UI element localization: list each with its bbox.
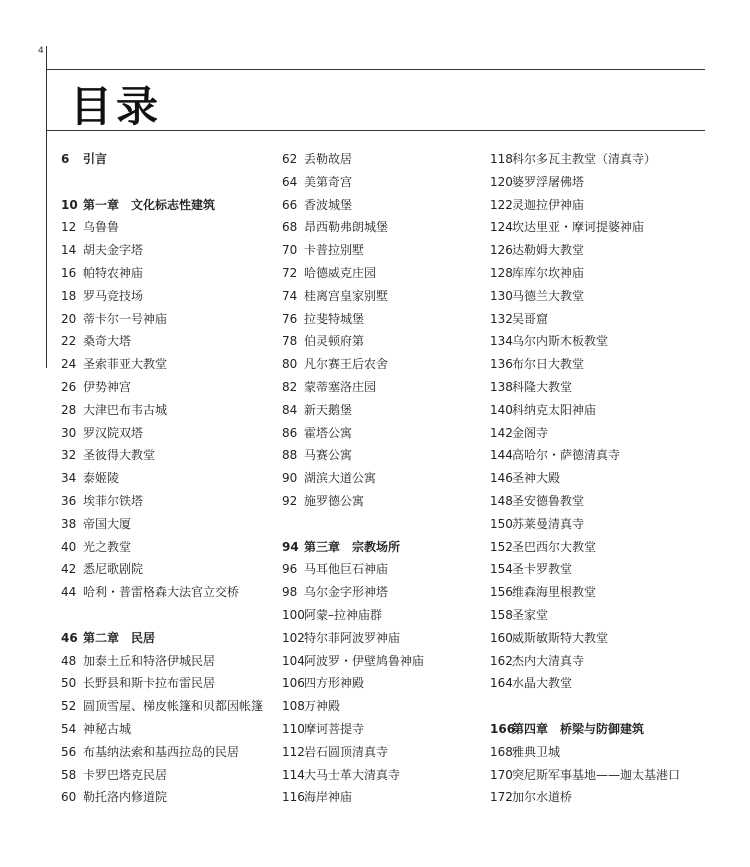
- toc-entry: [61, 581, 263, 604]
- toc-entry-title: 大津巴布韦古城: [83, 402, 168, 417]
- toc-page-number: 34: [61, 471, 77, 486]
- toc-page-number: 172: [490, 790, 513, 805]
- toc-page-number: 54: [61, 721, 77, 736]
- toc-entry: [282, 650, 424, 673]
- toc-entry-title: 胡夫金字塔: [83, 243, 144, 258]
- toc-entry: [490, 444, 680, 467]
- toc-entry: [61, 650, 263, 673]
- toc-page-number: 16: [61, 265, 77, 280]
- toc-entry-title: 长野县和斯卡拉布雷民居: [83, 676, 216, 691]
- toc-entry: [282, 376, 424, 399]
- toc-entry-title: 圣巴西尔大教堂: [512, 539, 597, 554]
- toc-entry: [61, 353, 263, 376]
- toc-entry: [61, 786, 263, 809]
- toc-entry: [282, 330, 424, 353]
- toc-page-number: 74: [282, 288, 298, 303]
- toc-entry: [490, 672, 680, 695]
- toc-page-number: 102: [282, 630, 305, 645]
- toc-entry: [490, 239, 680, 262]
- toc-page-number: 66: [282, 197, 298, 212]
- page-title: 目录: [70, 82, 163, 131]
- toc-entry: [61, 399, 263, 422]
- toc-page-number: 116: [282, 790, 305, 805]
- toc-page-number: 144: [490, 448, 513, 463]
- toc-entry-title: 新天鹅堡: [304, 402, 353, 417]
- toc-page-number: 50: [61, 676, 77, 691]
- toc-entry: [490, 604, 680, 627]
- toc-entry: [282, 422, 424, 445]
- toc-page-number: 56: [61, 744, 77, 759]
- toc-page-number: 38: [61, 516, 77, 531]
- toc-entry: [61, 490, 263, 513]
- toc-entry-title: 帕特农神庙: [83, 265, 144, 280]
- toc-entry: [490, 171, 680, 194]
- toc-entry-title: 圣安德鲁教堂: [512, 493, 585, 508]
- toc-page-number: 70: [282, 243, 298, 258]
- toc-page-number: 164: [490, 676, 513, 691]
- toc-page-number: 90: [282, 471, 298, 486]
- toc-column-1: [61, 148, 263, 809]
- toc-entry-title: 伯灵顿府第: [304, 334, 365, 349]
- toc-entry: [490, 399, 680, 422]
- toc-spacer: [490, 695, 680, 718]
- toc-entry-title: 阿蒙–拉神庙群: [304, 607, 383, 622]
- toc-page-number: 62: [282, 152, 298, 166]
- toc-entry-title: 加泰土丘和特洛伊城民居: [83, 653, 216, 668]
- toc-page-number: 32: [61, 448, 77, 463]
- toc-page-number: 134: [490, 334, 513, 349]
- toc-entry: [282, 194, 424, 217]
- toc-page-number: 130: [490, 288, 513, 303]
- toc-entry-title: 马耳他巨石神庙: [304, 562, 389, 577]
- toc-entry-title: 库库尔坎神庙: [512, 265, 585, 280]
- toc-entry: [490, 741, 680, 764]
- toc-entry-title: 神秘古城: [83, 721, 132, 736]
- toc-page-number: 94: [282, 539, 299, 554]
- toc-chapter-heading: [490, 718, 680, 741]
- toc-entry-title: 布基纳法索和基西拉岛的民居: [83, 744, 240, 759]
- toc-chapter-heading: [61, 148, 263, 171]
- toc-entry-title: 卡普拉别墅: [304, 243, 365, 258]
- toc-entry-title: 乌尔金字形神塔: [304, 585, 389, 600]
- toc-entry-title: 维森海里根教堂: [512, 585, 597, 600]
- toc-entry: [282, 627, 424, 650]
- toc-entry: [490, 786, 680, 809]
- toc-page-number: 148: [490, 493, 513, 508]
- toc-entry-title: 蒂卡尔一号神庙: [83, 311, 168, 326]
- toc-page-number: 28: [61, 402, 77, 417]
- toc-entry: [61, 330, 263, 353]
- toc-spacer: [61, 604, 263, 627]
- toc-page-number: 124: [490, 220, 513, 235]
- toc-entry: [490, 558, 680, 581]
- toc-entry-title: 蒙蒂塞洛庄园: [304, 379, 377, 394]
- toc-entry: [282, 672, 424, 695]
- toc-entry-title: 海岸神庙: [304, 790, 353, 805]
- toc-entry-title: 施罗德公寓: [304, 493, 365, 508]
- toc-entry: [61, 467, 263, 490]
- toc-entry-title: 雅典卫城: [512, 744, 561, 759]
- toc-entry-title: 金阁寺: [512, 425, 549, 440]
- toc-entry-title: 埃菲尔铁塔: [83, 493, 144, 508]
- toc-page-number: 12: [61, 220, 77, 235]
- toc-entry: [490, 422, 680, 445]
- toc-entry: [61, 262, 263, 285]
- toc-page-number: 114: [282, 767, 305, 782]
- toc-page-number: 118: [490, 152, 513, 166]
- toc-entry-title: 桑奇大塔: [83, 334, 132, 349]
- toc-chapter-heading: [61, 627, 263, 650]
- toc-page-number: 60: [61, 790, 77, 805]
- toc-page-number: 112: [282, 744, 305, 759]
- toc-entry: [282, 353, 424, 376]
- toc-entry-title: 吴哥窟: [512, 311, 549, 326]
- toc-entry: [61, 216, 263, 239]
- toc-entry-title: 水晶大教堂: [512, 676, 573, 691]
- toc-chapter-heading: [282, 536, 424, 559]
- toc-entry-title: 丢勒故居: [304, 152, 353, 166]
- toc-page-number: 30: [61, 425, 77, 440]
- toc-page-number: 106: [282, 676, 305, 691]
- toc-entry: [490, 650, 680, 673]
- toc-page-number: 126: [490, 243, 513, 258]
- toc-page-number: 46: [61, 630, 78, 645]
- toc-entry: [490, 376, 680, 399]
- toc-entry-title: 第四章 桥梁与防御建筑: [512, 721, 645, 736]
- toc-entry: [61, 285, 263, 308]
- toc-page-number: 158: [490, 607, 513, 622]
- toc-page-number: 26: [61, 379, 77, 394]
- toc-entry-title: 昂西勒弗朗城堡: [304, 220, 389, 235]
- toc-entry-title: 灵迦拉伊神庙: [512, 197, 585, 212]
- toc-entry: [490, 216, 680, 239]
- toc-entry-title: 婆罗浮屠佛塔: [512, 174, 585, 189]
- toc-entry-title: 凡尔赛王后农舍: [304, 357, 389, 372]
- toc-page-number: 136: [490, 357, 513, 372]
- toc-entry-title: 桂离宫皇家别墅: [304, 288, 389, 303]
- toc-entry-title: 万神殿: [304, 699, 341, 714]
- toc-entry-title: 光之教堂: [83, 539, 132, 554]
- toc-spacer: [282, 513, 424, 536]
- toc-page-number: 82: [282, 379, 298, 394]
- toc-entry: [282, 148, 424, 171]
- toc-entry: [282, 239, 424, 262]
- toc-entry: [282, 581, 424, 604]
- toc-entry: [490, 764, 680, 787]
- toc-spacer: [61, 171, 263, 194]
- toc-page-number: 78: [282, 334, 298, 349]
- toc-entry-title: 圣家堂: [512, 607, 549, 622]
- toc-entry: [282, 467, 424, 490]
- toc-page-number: 6: [61, 152, 70, 166]
- toc-entry: [61, 536, 263, 559]
- toc-entry-title: 杰内大清真寺: [512, 653, 585, 668]
- toc-entry: [490, 194, 680, 217]
- toc-entry: [61, 672, 263, 695]
- toc-entry-title: 泰姬陵: [83, 471, 120, 486]
- toc-page-number: 100: [282, 607, 305, 622]
- toc-entry: [282, 695, 424, 718]
- toc-page-number: 154: [490, 562, 513, 577]
- toc-entry-title: 哈德威克庄园: [304, 265, 377, 280]
- toc-entry-title: 达勒姆大教堂: [512, 243, 585, 258]
- toc-page-number: 120: [490, 174, 513, 189]
- toc-entry-title: 圣彼得大教堂: [83, 448, 156, 463]
- toc-entry: [61, 422, 263, 445]
- toc-entry-title: 圣神大殿: [512, 471, 561, 486]
- toc-page-number: 44: [61, 585, 77, 600]
- toc-page-number: 108: [282, 699, 305, 714]
- toc-entry: [282, 262, 424, 285]
- toc-entry-title: 加尔水道桥: [512, 790, 573, 805]
- toc-entry-title: 坎达里亚・摩诃提婆神庙: [512, 220, 645, 235]
- toc-page-number: 166: [490, 721, 516, 736]
- toc-entry-title: 布尔日大教堂: [512, 357, 585, 372]
- toc-entry-title: 阿波罗・伊壁鸠鲁神庙: [304, 653, 425, 668]
- toc-entry: [490, 330, 680, 353]
- toc-entry-title: 第二章 民居: [83, 630, 156, 645]
- toc-page-number: 40: [61, 539, 77, 554]
- toc-page-number: 22: [61, 334, 77, 349]
- toc-page-number: 76: [282, 311, 298, 326]
- toc-page-number: 52: [61, 699, 77, 714]
- toc-page-number: 92: [282, 493, 298, 508]
- toc-page-number: 140: [490, 402, 513, 417]
- toc-page-number: 14: [61, 243, 77, 258]
- toc-entry: [490, 467, 680, 490]
- toc-entry-title: 圆顶雪屋、梯皮帐篷和贝都因帐篷: [83, 699, 264, 714]
- toc-entry-title: 突尼斯军事基地——迦太基港口: [512, 767, 681, 782]
- toc-page-number: 86: [282, 425, 298, 440]
- toc-entry: [282, 444, 424, 467]
- toc-page-number: 150: [490, 516, 513, 531]
- toc-page-number: 48: [61, 653, 77, 668]
- toc-entry: [282, 558, 424, 581]
- toc-entry: [490, 285, 680, 308]
- toc-entry: [490, 308, 680, 331]
- toc-entry: [61, 718, 263, 741]
- toc-page-number: 18: [61, 288, 77, 303]
- toc-page-number: 122: [490, 197, 513, 212]
- toc-page-number: 20: [61, 311, 77, 326]
- toc-entry-title: 马德兰大教堂: [512, 288, 585, 303]
- toc-entry: [490, 513, 680, 536]
- toc-entry: [490, 627, 680, 650]
- toc-page-number: 104: [282, 653, 305, 668]
- toc-column-2: [282, 148, 424, 809]
- toc-entry: [282, 718, 424, 741]
- toc-entry-title: 科尔多瓦主教堂（清真寺）: [512, 152, 657, 166]
- toc-page-number: 58: [61, 767, 77, 782]
- toc-entry-title: 马赛公寓: [304, 448, 353, 463]
- toc-page-number: 138: [490, 379, 513, 394]
- toc-entry: [61, 695, 263, 718]
- toc-page-number: 88: [282, 448, 298, 463]
- toc-entry: [282, 308, 424, 331]
- toc-entry: [282, 490, 424, 513]
- toc-entry: [282, 764, 424, 787]
- toc-entry: [61, 558, 263, 581]
- toc-column-3: [490, 148, 680, 809]
- toc-page-number: 110: [282, 721, 305, 736]
- toc-entry: [61, 308, 263, 331]
- toc-page-number: 142: [490, 425, 513, 440]
- toc-entry-title: 悉尼歌剧院: [83, 562, 144, 577]
- toc-entry-title: 伊势神宫: [83, 379, 132, 394]
- toc-entry: [490, 536, 680, 559]
- toc-page-number: 24: [61, 357, 77, 372]
- toc-entry: [61, 376, 263, 399]
- toc-entry: [282, 216, 424, 239]
- toc-entry-title: 引言: [83, 152, 108, 166]
- toc-entry-title: 威斯敏斯特大教堂: [512, 630, 609, 645]
- toc-entry-title: 圣索菲亚大教堂: [83, 357, 168, 372]
- toc-page-number: 152: [490, 539, 513, 554]
- toc-page-number: 146: [490, 471, 513, 486]
- toc-entry: [61, 239, 263, 262]
- toc-entry: [490, 353, 680, 376]
- toc-entry-title: 香波城堡: [304, 197, 353, 212]
- toc-entry: [282, 171, 424, 194]
- toc-entry-title: 哈利・普雷格森大法官立交桥: [83, 585, 240, 600]
- toc-entry: [490, 581, 680, 604]
- toc-page-number: 156: [490, 585, 513, 600]
- toc-entry-title: 特尔菲阿波罗神庙: [304, 630, 401, 645]
- toc-page-number: 168: [490, 744, 513, 759]
- toc-entry-title: 罗汉院双塔: [83, 425, 144, 440]
- toc-entry-title: 乌尔内斯木板教堂: [512, 334, 609, 349]
- toc-entry-title: 霍塔公寓: [304, 425, 353, 440]
- toc-entry-title: 第一章 文化标志性建筑: [83, 197, 216, 212]
- toc-page-number: 132: [490, 311, 513, 326]
- toc-page-number: 96: [282, 562, 298, 577]
- toc-page-number: 42: [61, 562, 77, 577]
- toc-entry: [61, 513, 263, 536]
- toc-page-number: 10: [61, 197, 78, 212]
- toc-page-number: 80: [282, 357, 298, 372]
- toc-page-number: 160: [490, 630, 513, 645]
- toc-page-number: 36: [61, 493, 77, 508]
- toc-entry: [282, 604, 424, 627]
- toc-entry-title: 勒托洛内修道院: [83, 790, 168, 805]
- title-banner: [46, 69, 705, 131]
- toc-entry-title: 罗马竞技场: [83, 288, 144, 303]
- toc-entry-title: 大马士革大清真寺: [304, 767, 401, 782]
- toc-entry: [61, 764, 263, 787]
- toc-entry: [490, 490, 680, 513]
- toc-page-number: 162: [490, 653, 513, 668]
- toc-entry-title: 拉斐特城堡: [304, 311, 365, 326]
- toc-entry-title: 科纳克太阳神庙: [512, 402, 597, 417]
- toc-entry-title: 湖滨大道公寓: [304, 471, 377, 486]
- toc-entry-title: 卡罗巴塔克民居: [83, 767, 168, 782]
- toc-entry-title: 岩石圆顶清真寺: [304, 744, 389, 759]
- page-number: 4: [38, 46, 44, 56]
- toc-entry-title: 第三章 宗教场所: [304, 539, 401, 554]
- toc-entry: [490, 262, 680, 285]
- toc-entry-title: 苏莱曼清真寺: [512, 516, 585, 531]
- toc-page-number: 170: [490, 767, 513, 782]
- toc-entry: [490, 148, 680, 171]
- toc-entry-title: 乌鲁鲁: [83, 220, 120, 235]
- toc-page-number: 64: [282, 174, 298, 189]
- toc-entry: [282, 741, 424, 764]
- toc-entry-title: 美第奇宫: [304, 174, 353, 189]
- toc-page-number: 84: [282, 402, 298, 417]
- toc-entry-title: 圣卡罗教堂: [512, 562, 573, 577]
- toc-entry: [61, 444, 263, 467]
- toc-entry-title: 帝国大厦: [83, 516, 132, 531]
- toc-entry-title: 高哈尔・萨德清真寺: [512, 448, 621, 463]
- toc-entry: [282, 285, 424, 308]
- toc-page-number: 128: [490, 265, 513, 280]
- toc-entry-title: 四方形神殿: [304, 676, 365, 691]
- toc-page-number: 68: [282, 220, 298, 235]
- toc-page-number: 72: [282, 265, 298, 280]
- toc-entry: [282, 786, 424, 809]
- toc-chapter-heading: [61, 194, 263, 217]
- toc-entry: [61, 741, 263, 764]
- toc-entry: [282, 399, 424, 422]
- toc-entry-title: 科隆大教堂: [512, 379, 573, 394]
- toc-page-number: 98: [282, 585, 298, 600]
- toc-entry-title: 摩诃菩提寺: [304, 721, 365, 736]
